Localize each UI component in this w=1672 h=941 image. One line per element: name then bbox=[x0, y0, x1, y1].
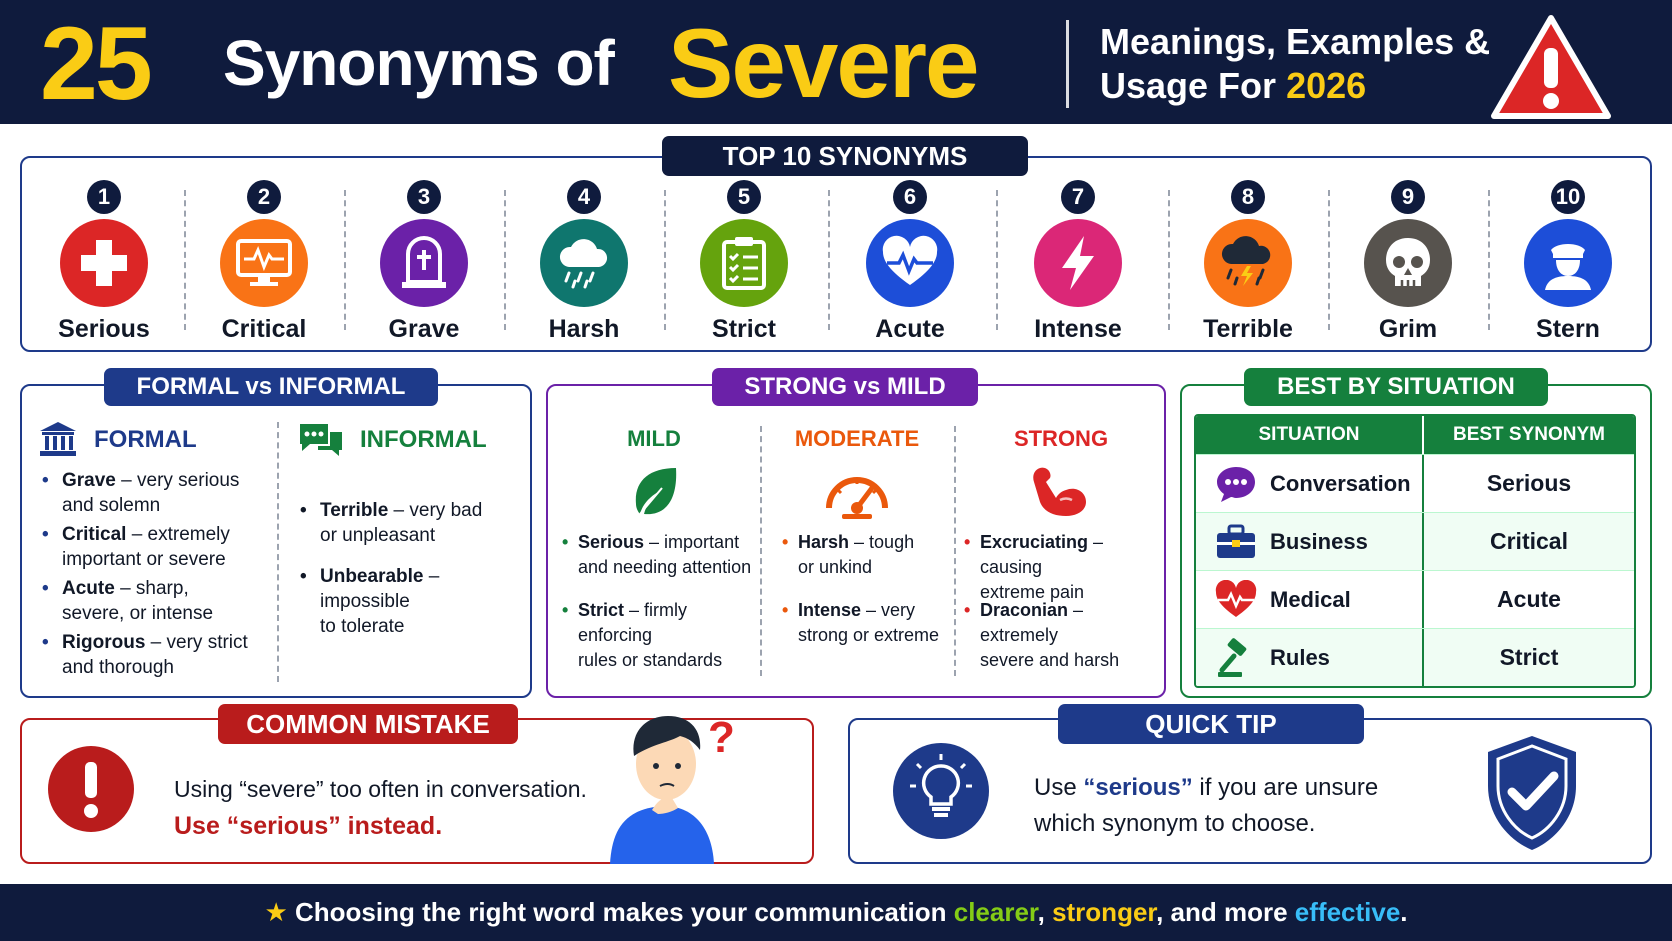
synonym-card-intense bbox=[998, 180, 1158, 344]
synonym-card-harsh bbox=[504, 180, 664, 344]
synonym-icon-circle bbox=[380, 219, 468, 307]
top10-panel bbox=[20, 141, 1652, 352]
synonym-label: Serious bbox=[58, 315, 150, 343]
synonym-number: 6 bbox=[893, 180, 927, 214]
synonym-label: Acute bbox=[875, 315, 945, 343]
synonym-icon-circle bbox=[220, 219, 308, 307]
divider bbox=[277, 422, 279, 682]
situation-name: Rules bbox=[1270, 644, 1330, 670]
shield-check-icon bbox=[1480, 732, 1584, 854]
title-middle: Synonyms of bbox=[223, 27, 614, 99]
title-number: 25 bbox=[40, 6, 150, 122]
footer-word-stronger: stronger bbox=[1052, 897, 1157, 927]
officer-icon bbox=[1539, 234, 1597, 292]
thinking-person-icon bbox=[602, 706, 762, 864]
strong-item: • Excruciating – causing extreme pain bbox=[964, 532, 1104, 602]
synonym-label: Intense bbox=[1034, 315, 1122, 343]
footer-word-clearer: clearer bbox=[953, 897, 1038, 927]
synonym-card-grave bbox=[344, 180, 504, 344]
formal-informal-title: FORMAL vs INFORMAL bbox=[104, 368, 438, 406]
best-situation-title: BEST BY SITUATION bbox=[1244, 368, 1548, 406]
lightbulb-icon bbox=[892, 742, 990, 840]
synonym-number: 7 bbox=[1061, 180, 1095, 214]
synonym-card-stern bbox=[1488, 180, 1648, 344]
gavel-icon bbox=[1214, 638, 1258, 678]
skull-icon bbox=[1381, 234, 1435, 292]
table-header-row bbox=[1196, 416, 1634, 454]
synonym-icon-circle bbox=[540, 219, 628, 307]
synonym-number: 5 bbox=[727, 180, 761, 214]
synonym-number: 10 bbox=[1551, 180, 1585, 214]
mistake-line1: Using “severe” too often in conversation. bbox=[174, 776, 587, 802]
mild-item: • Strict – firmly enforcing rules or standards bbox=[562, 600, 723, 670]
medical-cross-icon bbox=[75, 234, 133, 292]
synonym-card-terrible bbox=[1168, 180, 1328, 344]
synonym-label: Stern bbox=[1536, 315, 1600, 343]
situation-name: Conversation bbox=[1270, 470, 1411, 496]
table-row bbox=[1196, 570, 1634, 628]
informal-item: • Terrible – very bad or unpleasant bbox=[300, 500, 483, 546]
formal-heading: FORMAL bbox=[94, 426, 197, 453]
situation-table bbox=[1194, 414, 1636, 688]
table-row bbox=[1196, 454, 1634, 512]
synonym-icon-circle bbox=[60, 219, 148, 307]
tombstone-icon bbox=[396, 234, 452, 292]
footer-word-effective: effective bbox=[1294, 897, 1401, 927]
synonym-card-critical bbox=[184, 180, 344, 344]
divider bbox=[954, 426, 956, 676]
synonym-number: 1 bbox=[87, 180, 121, 214]
gauge-icon bbox=[822, 464, 892, 520]
synonym-icon-circle bbox=[866, 219, 954, 307]
synonym-label: Grave bbox=[388, 315, 460, 343]
synonym-number: 9 bbox=[1391, 180, 1425, 214]
table-row bbox=[1196, 512, 1634, 570]
informal-item: • Unbearable – impossible to tolerate bbox=[300, 566, 440, 637]
header-subtitle bbox=[1100, 20, 1500, 108]
svg-text:?: ? bbox=[708, 713, 735, 762]
situation-name: Medical bbox=[1270, 586, 1351, 612]
chat-bubbles-icon bbox=[296, 420, 346, 460]
flexed-arm-icon bbox=[1026, 462, 1090, 520]
quick-tip-panel bbox=[848, 709, 1652, 864]
strong-mild-title: STRONG vs MILD bbox=[712, 368, 978, 406]
speech-bubble-icon bbox=[1214, 464, 1258, 504]
common-mistake-panel bbox=[20, 709, 814, 864]
leaf-icon bbox=[628, 464, 682, 518]
synonym-icon-circle bbox=[1364, 219, 1452, 307]
mistake-line2: Use “serious” instead. bbox=[174, 812, 443, 840]
best-synonym: Acute bbox=[1497, 586, 1561, 612]
briefcase-icon bbox=[1214, 523, 1258, 561]
column-header: SITUATION bbox=[1196, 416, 1424, 454]
formal-item: • Acute – sharp, severe, or intense bbox=[42, 578, 214, 624]
heart-pulse-icon bbox=[879, 235, 941, 291]
storm-cloud-icon bbox=[553, 235, 615, 291]
clipboard-checklist-icon bbox=[718, 234, 770, 292]
lightning-bolt-icon bbox=[1056, 234, 1100, 292]
synonym-card-strict bbox=[664, 180, 824, 344]
synonym-label: Critical bbox=[221, 315, 307, 343]
divider bbox=[760, 426, 762, 676]
synonym-icon-circle bbox=[1034, 219, 1122, 307]
heartbeat-monitor-icon bbox=[234, 235, 294, 291]
mild-heading: MILD bbox=[627, 426, 681, 451]
situation-name: Business bbox=[1270, 528, 1368, 554]
header-divider bbox=[1066, 20, 1069, 108]
mild-item: • Serious – important and needing attention bbox=[562, 532, 752, 577]
tip-line2: which synonym to choose. bbox=[1034, 810, 1316, 837]
footer-banner: ★ Choosing the right word makes your communication clearer, stronger, and more effective. bbox=[0, 884, 1672, 941]
synonym-icon-circle bbox=[700, 219, 788, 307]
institution-icon bbox=[38, 420, 78, 458]
common-mistake-title: COMMON MISTAKE bbox=[218, 704, 518, 744]
synonym-number: 4 bbox=[567, 180, 601, 214]
moderate-heading: MODERATE bbox=[794, 426, 920, 451]
formal-informal-panel bbox=[20, 373, 532, 698]
best-synonym: Critical bbox=[1490, 528, 1568, 554]
table-row bbox=[1196, 628, 1634, 686]
formal-item: • Grave – very serious and solemn bbox=[42, 470, 240, 516]
synonym-label: Terrible bbox=[1203, 315, 1293, 343]
formal-item: • Critical – extremely important or severe bbox=[42, 524, 230, 570]
top10-title: TOP 10 SYNONYMS bbox=[662, 136, 1028, 176]
subtitle-year: 2026 bbox=[1286, 65, 1367, 106]
synonym-number: 2 bbox=[247, 180, 281, 214]
synonym-label: Strict bbox=[712, 315, 776, 343]
moderate-item: • Intense – very strong or extreme bbox=[782, 600, 940, 645]
column-header: BEST SYNONYM bbox=[1452, 424, 1606, 445]
subtitle-line1: Meanings, Examples & bbox=[1100, 21, 1491, 62]
thunder-cloud-icon bbox=[1217, 234, 1279, 292]
synonym-icon-circle bbox=[1204, 219, 1292, 307]
synonym-card-acute bbox=[830, 180, 990, 344]
subtitle-prefix: Usage For bbox=[1100, 65, 1277, 106]
informal-heading: INFORMAL bbox=[360, 426, 487, 453]
quick-tip-title: QUICK TIP bbox=[1058, 704, 1364, 744]
formal-item: • Rigorous – very strict and thorough bbox=[42, 632, 248, 678]
warning-triangle-icon bbox=[1488, 12, 1614, 122]
synonym-card-grim bbox=[1328, 180, 1488, 344]
best-synonym: Strict bbox=[1499, 644, 1559, 670]
best-situation-panel bbox=[1180, 373, 1652, 698]
footer-text: Choosing the right word makes your communication bbox=[295, 897, 954, 927]
moderate-item: • Harsh – tough or unkind bbox=[782, 532, 915, 577]
synonym-label: Harsh bbox=[548, 315, 620, 343]
strong-item: • Draconian – extremely severe and harsh bbox=[964, 600, 1120, 670]
title-keyword: Severe bbox=[668, 8, 978, 118]
subtitle-line2 bbox=[1100, 64, 1500, 108]
synonym-number: 8 bbox=[1231, 180, 1265, 214]
star-icon: ★ bbox=[264, 897, 288, 927]
strong-heading: STRONG bbox=[1013, 426, 1109, 451]
exclamation-icon bbox=[46, 744, 136, 834]
strong-mild-panel bbox=[546, 373, 1166, 698]
synonym-icon-circle bbox=[1524, 219, 1612, 307]
header-banner bbox=[0, 0, 1672, 124]
synonym-number: 3 bbox=[407, 180, 441, 214]
best-synonym: Serious bbox=[1486, 470, 1572, 496]
heart-pulse-icon bbox=[1214, 580, 1258, 620]
tip-line1: Use “serious” if you are unsure bbox=[1034, 774, 1379, 801]
synonym-label: Grim bbox=[1378, 315, 1438, 343]
synonym-card-serious bbox=[24, 180, 184, 344]
